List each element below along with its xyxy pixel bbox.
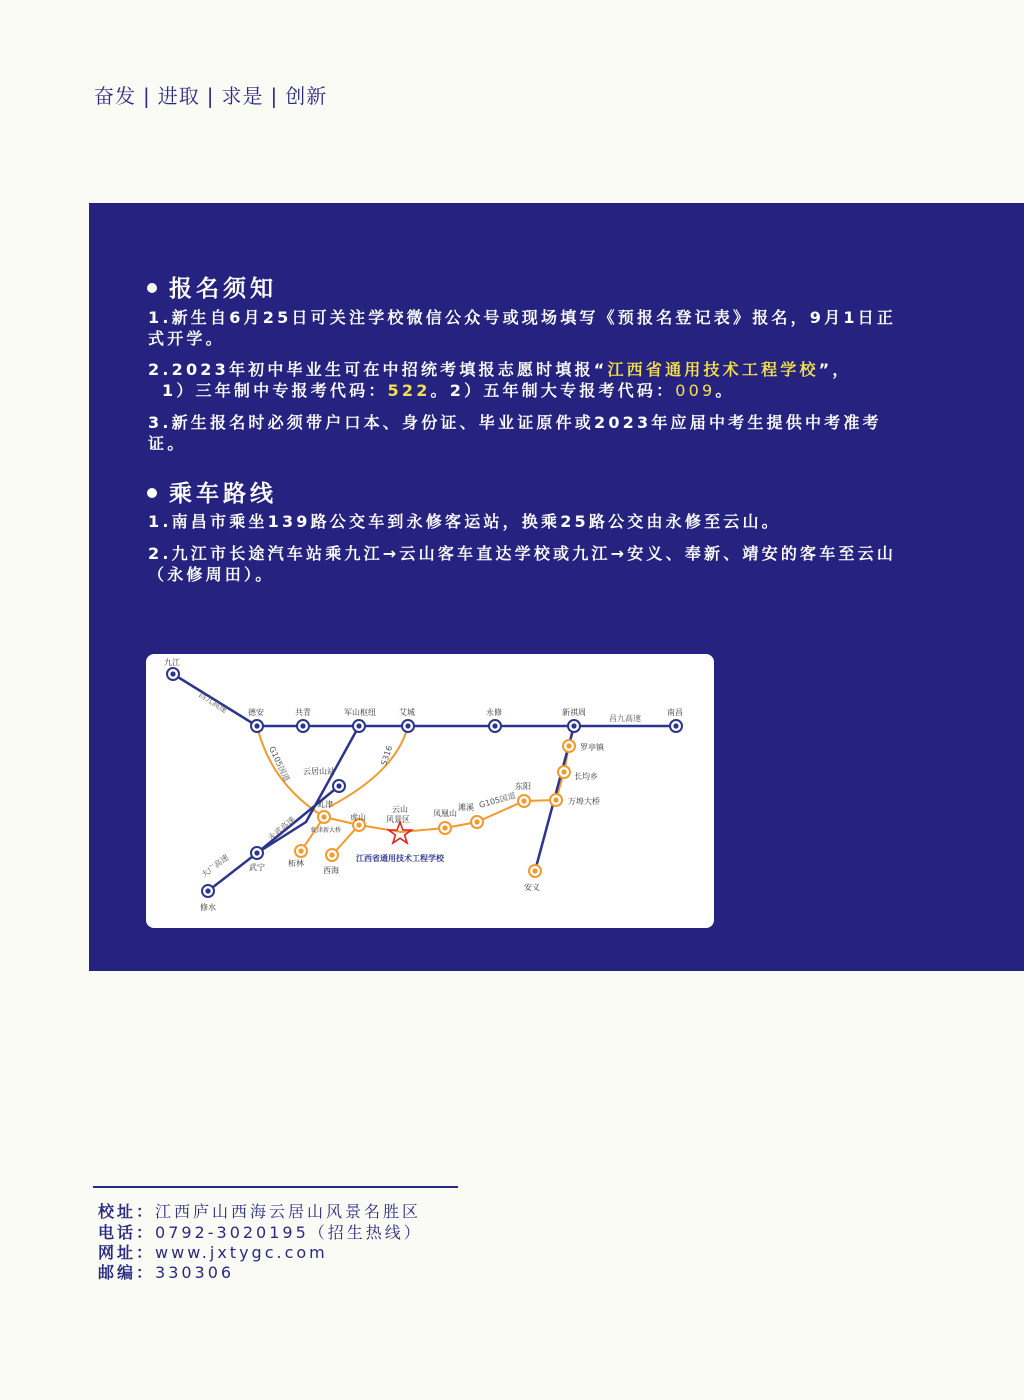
bullet-icon [147,283,157,293]
station-label: 云居山站 [303,767,335,776]
expressway-station-marker-dot [356,723,361,728]
road-station-marker-dot [442,825,447,830]
motto-word: 创新 [285,84,328,108]
school-name-highlight: 江西省通用技术工程学校 [607,360,819,379]
expressway-station-marker-dot [300,723,305,728]
expressway-station-marker-dot [571,723,576,728]
phone-label: 电话： [98,1223,156,1242]
station-label: 万埠大桥 [568,797,600,806]
road-station-marker-dot [532,868,537,873]
expressway-station-marker-dot [336,783,341,788]
footer-divider [93,1186,458,1188]
info-panel [89,203,1024,971]
route-item-2: 2.九江市长途汽车站乘九江→云山客车直达学校或九江→安义、奉新、靖安的客车至云山（永修周田）。 [148,544,897,584]
address-label: 校址： [98,1202,156,1221]
phone-value: 0792-3020195（招生热线） [155,1223,423,1242]
zipcode-label: 邮编： [98,1263,156,1282]
road-label: 大广高速 [199,852,231,880]
registration-item-2-text: 1）三年制中专报考代码： [162,381,388,400]
station-label: 虬津 [317,800,333,809]
route-map [146,654,714,928]
website-label: 网址： [98,1243,156,1262]
address-line [98,1202,421,1222]
station-label: 虬津新大桥 [311,827,342,834]
station-label: 东阳 [515,782,531,791]
station-label: 艾城 [399,708,415,717]
expressway-station-marker-dot [405,723,410,728]
road-station-marker-dot [474,819,479,824]
station-label: 新祺周 [562,708,586,717]
zipcode-line [98,1263,234,1283]
road-label: 昌九高速 [196,690,229,715]
station-label: 安义 [524,883,540,892]
road-station-marker-dot [521,798,526,803]
route-map-svg [146,654,714,928]
road-station-marker-dot [329,852,334,857]
road-station-marker-dot [356,822,361,827]
expressway-station-marker-dot [254,723,259,728]
website-line [98,1243,328,1263]
station-label: 西海 [323,866,339,875]
station-label: 军山枢纽 [344,708,376,717]
route-item-1: 1.南昌市乘坐139路公交车到永修客运站，换乘25路公交由永修至云山。 [148,512,781,531]
registration-item-2-text: ”， [818,360,852,379]
expressway-station-marker-dot [205,888,210,893]
station-label: 永修 [486,708,502,717]
motto-separator: | [143,84,151,108]
secondary-code-highlight: 522 [387,381,431,400]
registration-item-1: 1.新生自6月25日可关注学校微信公众号或现场填写《预报名登记表》报名，9月1日正式开学。 [148,308,897,348]
motto-word: 求是 [221,84,264,108]
station-label: 虎山 [350,813,366,822]
registration-item-2 [148,359,898,401]
road-label: S316 [379,744,395,767]
station-label: 柘林 [288,859,304,868]
phone-line [98,1223,423,1243]
road-station-marker-dot [321,814,326,819]
registration-item-3: 3.新生报名时必须带户口本、身份证、毕业证原件或2023年应届中考生提供中考准考证。 [148,413,882,453]
college-code-highlight: 009 [675,381,716,400]
website-value: www.jxtygc.com [155,1243,328,1262]
station-label: 罗亭镇 [580,743,604,752]
school-motto [94,80,327,109]
road-label: G105国道 [267,745,292,783]
station-label: 滩溪 [458,803,474,812]
station-label: 风景区 [386,815,410,824]
registration-item-2-text: 2.2023年初中毕业生可在中招统考填报志愿时填报“ [148,360,608,379]
route-heading [147,475,277,508]
motto-word: 奋发 [94,84,136,108]
registration-item-2-text: 。2）五年制大专报考代码： [430,381,676,400]
route-title: 乘车路线 [169,481,277,507]
station-label: 德安 [248,708,264,717]
expressway-station-marker-dot [492,723,497,728]
road-station-marker-dot [561,769,566,774]
road-station-marker-dot [553,797,558,802]
road-label: G105国道 [478,790,517,810]
road-label: 永武高速 [266,815,297,843]
station-label: 共青 [295,708,311,717]
road-label: 昌九高速 [609,714,641,723]
zipcode-value: 330306 [155,1263,235,1282]
station-label: 凤凰山 [433,809,457,818]
school-label: 江西省通用技术工程学校 [356,854,444,863]
station-label: 修水 [200,903,216,912]
registration-item-2-text: 。 [715,381,735,400]
motto-word: 进取 [157,84,200,108]
registration-title: 报名须知 [169,276,277,302]
station-label: 九江 [164,658,180,667]
s316-road [329,726,408,807]
motto-separator: | [206,84,215,108]
road-station-marker-dot [566,743,571,748]
road-station-marker-dot [298,848,303,853]
bullet-icon [147,488,157,498]
station-label: 云山 [392,805,408,814]
station-label: 南昌 [667,708,683,717]
expressway-station-marker-dot [673,723,678,728]
expressway-station-marker-dot [170,671,175,676]
expressway-station-marker-dot [254,850,259,855]
motto-separator: | [270,84,279,108]
station-label: 武宁 [249,863,265,872]
registration-heading [147,270,277,303]
address-value: 江西庐山西海云居山风景名胜区 [155,1202,422,1221]
station-label: 长均乡 [574,772,598,781]
